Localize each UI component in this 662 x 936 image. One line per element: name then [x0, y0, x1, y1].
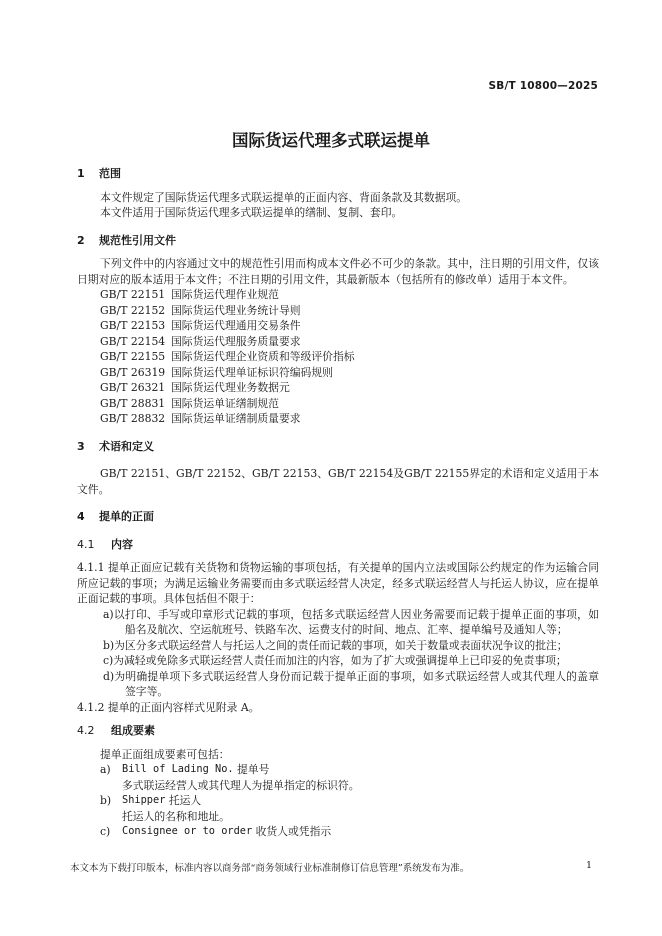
page-number: 1	[585, 860, 592, 871]
paragraph: 本文件适用于国际货运代理多式联运提单的缮制、复制、套印。	[100, 206, 403, 219]
field-label: a)	[100, 763, 111, 776]
subsection-4-1-heading	[77, 537, 599, 553]
clause-4-1-1: 4.1.1 提单正面应记载有关货物和货物运输的事项包括，有关提单的国内立法或国际公约规定的作为运输合同所应记载的事项；为满足运输业务需要而由多式联运经营人决定，经多式联运经营人与托运人协议，应在提单正面记载的事项。具体包括但不限于：	[77, 561, 599, 605]
reference-code: GB/T 22154	[100, 334, 166, 348]
list-item: c)为减轻或免除多式联运经营人责任而加注的内容，如为了扩大或强调提单上已印妥的免责事项；	[103, 654, 567, 667]
reference-name: 国际货运代理业务数据元	[171, 381, 290, 394]
list-item: d)为明确提单项下多式联运经营人身份而记载于提单正面的事项，如多式联运经营人或其代理人的盖章签字等。	[103, 669, 599, 698]
reference-name: 国际货运代理业务统计导则	[171, 303, 301, 317]
reference-name: 国际货运代理企业资质和等级评价指标	[171, 350, 355, 363]
section-number: 2	[77, 233, 85, 247]
section-1-heading	[77, 166, 599, 182]
paragraph: 本文件规定了国际货运代理多式联运提单的正面内容、背面条款及其数据项。	[100, 190, 468, 204]
field-chinese-name: 托运人	[168, 794, 202, 807]
subsection-title: 内容	[111, 537, 133, 551]
clause-list	[77, 607, 599, 700]
paragraph: GB/T 22151、GB/T 22152、GB/T 22153、GB/T 22154及GB/T 22155界定的术语和定义适用于本文件。	[77, 467, 599, 496]
field-description: 托运人的名称和地址。	[122, 809, 230, 823]
section-title: 范围	[99, 167, 121, 180]
reference-item	[77, 334, 599, 350]
reference-code: GB/T 28832	[100, 412, 166, 425]
reference-code: GB/T 22155	[100, 350, 166, 363]
field-chinese-name: 提单号	[237, 763, 270, 776]
reference-item	[77, 380, 599, 396]
reference-item	[77, 365, 599, 381]
field-description: 多式联运经营人或其代理人为提单指定的标识符。	[122, 778, 360, 792]
document-body	[77, 166, 599, 840]
section-number: 3	[77, 439, 85, 453]
section-3-heading	[77, 439, 599, 455]
field-item	[77, 793, 599, 809]
reference-item	[77, 349, 599, 365]
document-title: 国际货运代理多式联运提单	[232, 131, 430, 150]
reference-item	[77, 411, 599, 427]
section-number: 1	[77, 167, 85, 180]
clause-4-1-2: 4.1.2 提单的正面内容样式见附录 A。	[77, 700, 260, 714]
paragraph: 下列文件中的内容通过文中的规范性引用而构成本文件必不可少的条款。其中，注日期的引用文件，仅该日期对应的版本适用于本文件；不注日期的引用文件，其最新版本（包括所有的修改单）适用于本文件。	[77, 257, 599, 286]
field-label: b)	[100, 794, 112, 807]
reference-name: 国际货运代理作业规范	[171, 288, 279, 301]
document-code: SB/T 10800—2025	[488, 80, 598, 92]
reference-name: 国际货运代理服务质量要求	[171, 334, 301, 348]
subsection-title: 组成要素	[111, 724, 155, 737]
field-english-name: Consignee or to order	[122, 825, 253, 837]
reference-code: GB/T 26319	[100, 365, 166, 379]
reference-item	[77, 287, 599, 303]
subsection-number: 4.1	[77, 537, 95, 551]
section-title: 规范性引用文件	[99, 233, 176, 247]
reference-item	[77, 303, 599, 319]
reference-name: 国际货运代理单证标识符编码规则	[171, 365, 333, 379]
field-item	[77, 824, 599, 840]
reference-code: GB/T 22153	[100, 319, 166, 332]
reference-list	[77, 287, 599, 427]
section-title: 提单的正面	[99, 510, 154, 523]
footer-note: 本文本为下载打印版本，标准内容以商务部“商务领域行业标准制修订信息管理”系统发布为准。	[70, 863, 470, 874]
paragraph: 提单正面组成要素可包括：	[100, 747, 230, 761]
field-english-name: Shipper	[122, 794, 166, 806]
list-item: a)以打印、手写或印章形式记载的事项，包括多式联运经营人因业务需要而记载于提单正面的事项，如船名及航次、空运航班号、铁路车次、运费支付的时间、地点、汇率、提单编号及通知人等；	[103, 607, 599, 636]
page-footer	[70, 860, 592, 874]
section-4-heading	[77, 509, 599, 525]
reference-name: 国际货运代理通用交易条件	[171, 319, 301, 332]
field-label: c)	[100, 825, 111, 838]
list-item: b)为区分多式联运经营人与托运人之间的责任而记载的事项，如关于数量或表面状况争议的批注；	[103, 638, 568, 652]
subsection-4-2-heading	[77, 723, 599, 739]
reference-item	[77, 318, 599, 334]
field-chinese-name: 收货人或凭指示	[255, 825, 332, 838]
reference-name: 国际货运单证缮制质量要求	[171, 412, 301, 425]
reference-code: GB/T 22151	[100, 288, 166, 301]
section-2-heading	[77, 233, 599, 249]
reference-code: GB/T 22152	[100, 303, 166, 317]
section-number: 4	[77, 510, 85, 523]
reference-name: 国际货运单证缮制规范	[171, 396, 279, 410]
subsection-number: 4.2	[77, 724, 95, 737]
section-title: 术语和定义	[99, 439, 154, 453]
reference-item	[77, 396, 599, 412]
field-english-name: Bill of Lading No.	[122, 763, 234, 775]
reference-code: GB/T 28831	[100, 396, 166, 410]
field-item	[77, 762, 599, 778]
reference-code: GB/T 26321	[100, 381, 166, 394]
